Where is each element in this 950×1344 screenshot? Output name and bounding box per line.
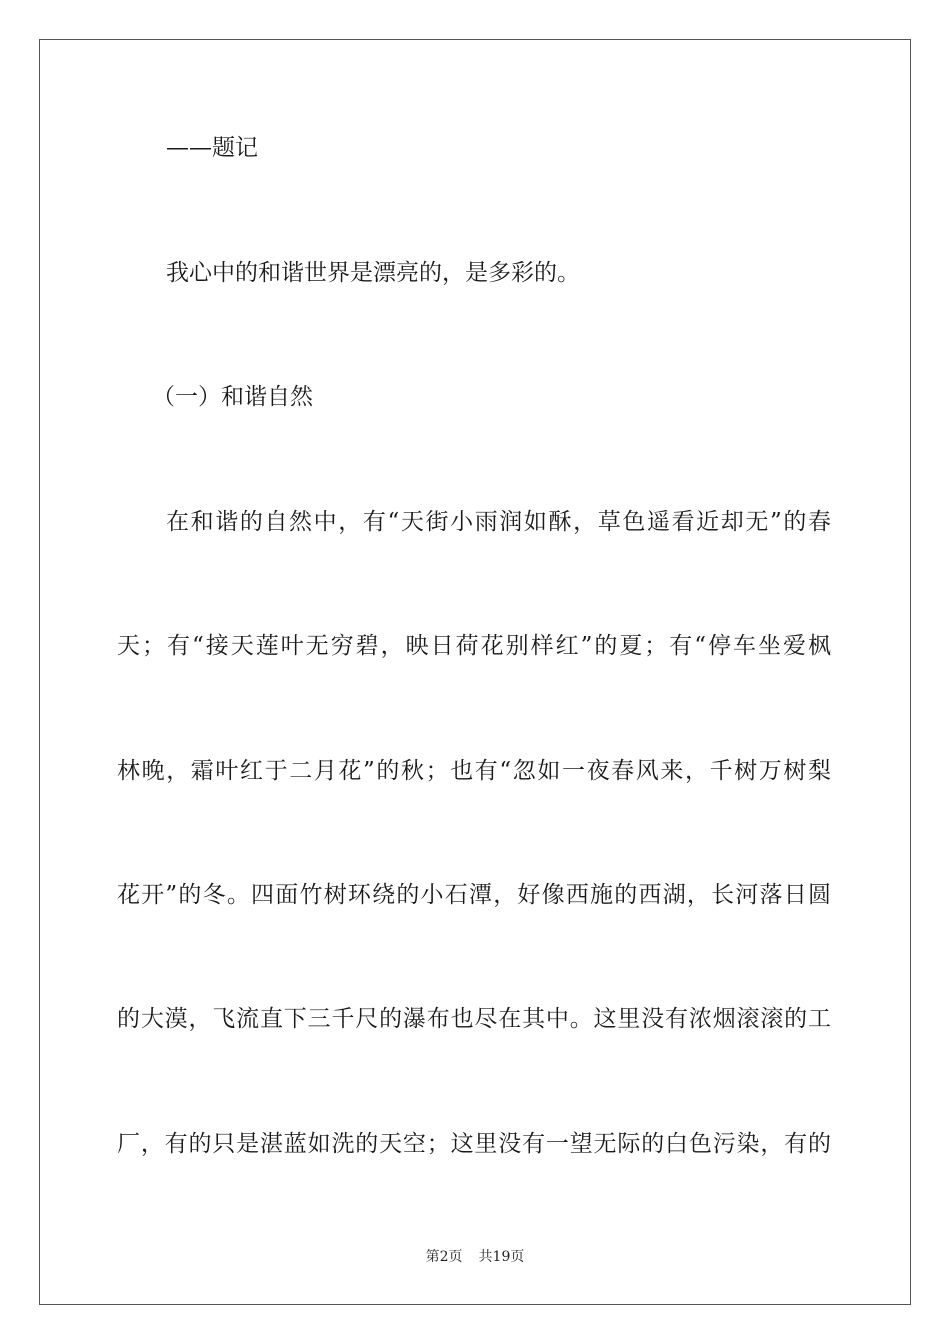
section-heading: （一）和谐自然 — [152, 384, 313, 410]
epigraph-attribution: ——题记 — [166, 135, 258, 161]
paragraph-line: 的大漠，飞流直下三千尺的瀑布也尽在其中。这里没有浓烟滚滚的工 — [117, 1006, 831, 1032]
paragraph-line: 花开”的冬。四面竹树环绕的小石潭，好像西施的西湖，长河落日圆 — [117, 882, 831, 908]
page-number-total: 共19页 — [478, 1249, 525, 1265]
paragraph-line: 在和谐的自然中，有“天街小雨润如酥，草色遥看近却无”的春 — [166, 509, 831, 535]
paragraph-intro: 我心中的和谐世界是漂亮的，是多彩的。 — [166, 260, 580, 286]
paragraph-line: 天；有“接天莲叶无穷碧，映日荷花别样红”的夏；有“停车坐爱枫 — [117, 633, 831, 659]
paragraph-line: 林晚，霜叶红于二月花”的秋；也有“忽如一夜春风来，千树万树梨 — [117, 758, 831, 784]
paragraph-line: 厂，有的只是湛蓝如洗的天空；这里没有一望无际的白色污染，有的 — [117, 1131, 831, 1157]
page-border — [39, 39, 911, 1305]
page-footer — [0, 1247, 950, 1267]
page-number-current: 第2页 — [425, 1249, 463, 1265]
